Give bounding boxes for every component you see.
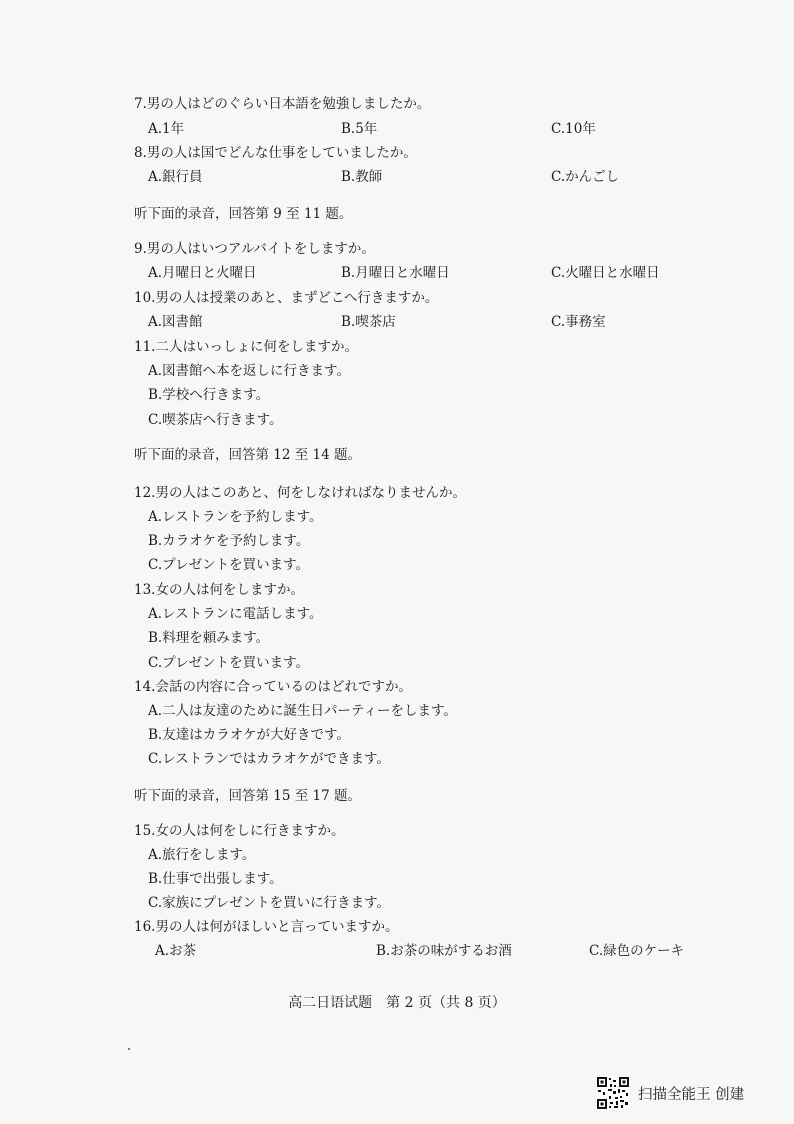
scanner-watermark: [596, 1075, 744, 1111]
q14-option-a: A.二人は友達のために誕生日パーティーをします。: [148, 703, 457, 719]
scan-speck: [128, 1048, 130, 1050]
qr-code-icon: [596, 1076, 630, 1110]
q9-option-b: B.月曜日と水曜日: [341, 265, 450, 281]
q15-option-c: C.家族にプレゼントを買いに行きます。: [148, 895, 391, 911]
q10-option-a: A.図書館: [148, 314, 203, 330]
q16-option-a: A.お茶: [155, 943, 197, 959]
q15-option-a: A.旅行をします。: [148, 847, 256, 863]
q9-option-c: C.火曜日と水曜日: [551, 265, 660, 281]
question-13: 13.女の人は何をしますか。: [134, 582, 304, 598]
q7-option-b: B.5年: [341, 121, 378, 137]
q14-option-c: C.レストランではカラオケができます。: [148, 751, 390, 767]
q9-option-a: A.月曜日と火曜日: [148, 265, 257, 281]
section-heading-15-17: 听下面的录音，回答第 15 至 17 题。: [134, 788, 362, 804]
q10-option-b: B.喫茶店: [341, 314, 396, 330]
q13-option-a: A.レストランに電話します。: [148, 606, 323, 622]
section-heading-9-11: 听下面的录音，回答第 9 至 11 题。: [134, 206, 353, 222]
q8-option-a: A.銀行員: [148, 169, 203, 185]
page-footer: 高二日语试题 第 2 页（共 8 页）: [288, 995, 506, 1011]
q11-option-b: B.学校へ行きます。: [148, 387, 270, 403]
q8-option-b: B.教師: [341, 169, 383, 185]
watermark-text: 扫描全能王 创建: [638, 1086, 745, 1103]
q16-option-b: B.お茶の味がするお酒: [376, 943, 512, 959]
q11-option-c: C.喫茶店へ行きます。: [148, 412, 283, 428]
question-16: 16.男の人は何がほしいと言っていますか。: [134, 919, 399, 935]
question-11: 11.二人はいっしょに何をしますか。: [134, 339, 358, 355]
q8-option-c: C.かんごし: [551, 169, 620, 185]
q16-option-c: C.緑色のケーキ: [589, 943, 685, 959]
q7-option-c: C.10年: [551, 121, 596, 137]
q12-option-b: B.カラオケを予約します。: [148, 533, 310, 549]
q15-option-b: B.仕事で出張します。: [148, 871, 283, 887]
q13-option-b: B.料理を頼みます。: [148, 630, 270, 646]
q14-option-b: B.友達はカラオケが大好きです。: [148, 727, 350, 743]
question-15: 15.女の人は何をしに行きますか。: [134, 823, 345, 839]
q11-option-a: A.図書館へ本を返しに行きます。: [148, 363, 350, 379]
q10-option-c: C.事務室: [551, 314, 606, 330]
question-12: 12.男の人はこのあと、何をしなければなりませんか。: [134, 485, 466, 501]
question-8: 8.男の人は国でどんな仕事をしていましたか。: [134, 145, 417, 161]
q7-option-a: A.1年: [148, 121, 185, 137]
question-14: 14.会話の内容に合っているのはどれですか。: [134, 679, 412, 695]
section-heading-12-14: 听下面的录音，回答第 12 至 14 题。: [134, 447, 362, 463]
q12-option-c: C.プレゼントを買います。: [148, 557, 310, 573]
q12-option-a: A.レストランを予約します。: [148, 509, 323, 525]
question-9: 9.男の人はいつアルバイトをしますか。: [134, 241, 375, 257]
q13-option-c: C.プレゼントを買います。: [148, 655, 310, 671]
question-7: 7.男の人はどのぐらい日本語を勉強しましたか。: [134, 96, 431, 112]
question-10: 10.男の人は授業のあと、まずどこへ行きますか。: [134, 290, 439, 306]
